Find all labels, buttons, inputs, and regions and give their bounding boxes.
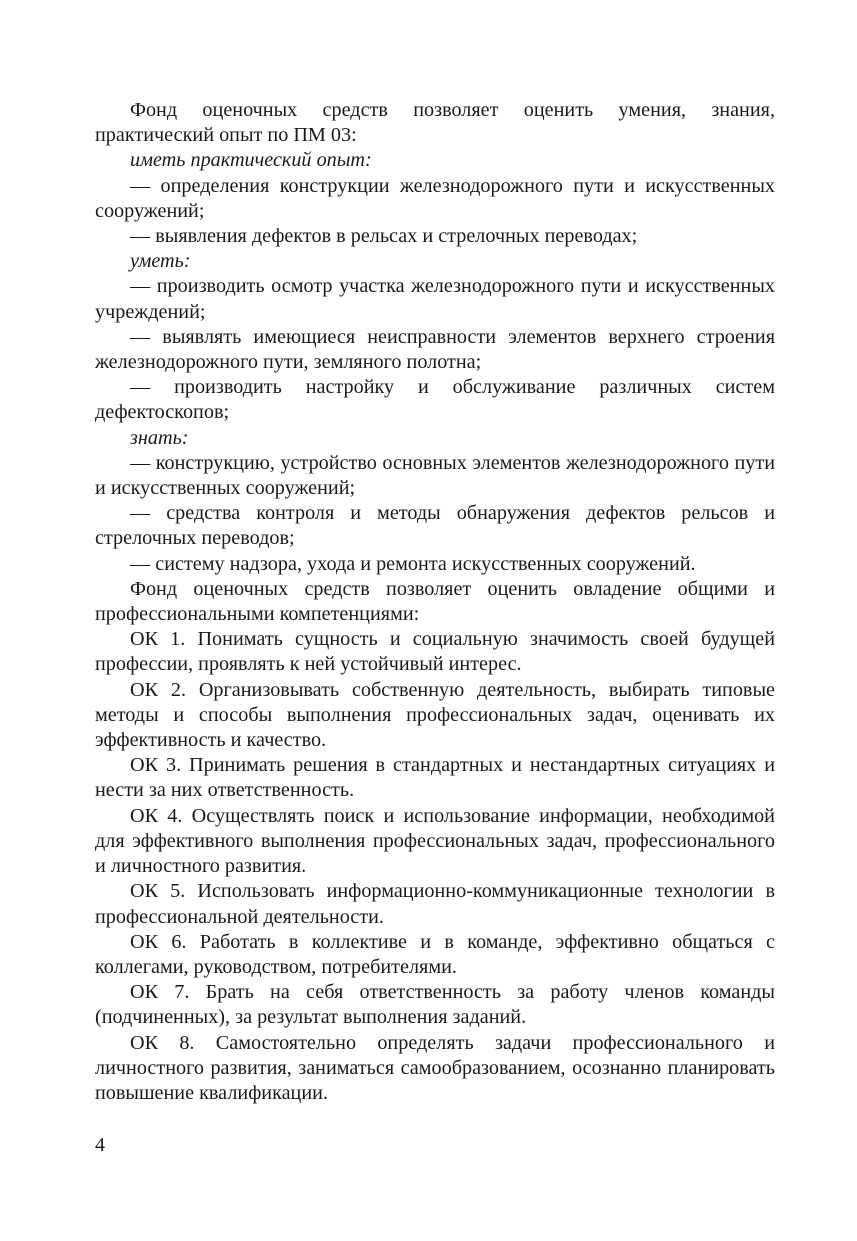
competency-ok2: ОК 2. Организовывать собственную деятельность, выбирать типовые методы и способы выполнения профессиональных задач, оценивать их эффективность и качество. — [95, 678, 775, 752]
competency-ok5: ОК 5. Использовать информационно-коммуникационные технологии в профессиональной деятельности. — [95, 880, 775, 928]
competency-ok3: ОК 3. Принимать решения в стандартных и нестандартных ситуациях и нести за них ответственность. — [95, 754, 775, 802]
list-item: — определения конструкции железнодорожного пути и искусственных сооружений; — [95, 174, 775, 222]
paragraph-intro-competencies: Фонд оценочных средств позволяет оценить овладение общими и профессиональными компетенциями: — [95, 577, 775, 626]
label-practical-experience: иметь практический опыт: — [130, 149, 372, 172]
list-item: — производить настройку и обслуживание различных систем дефектоскопов; — [95, 376, 775, 424]
list-item: — выявления дефектов в рельсах и стрелочных переводах; — [130, 225, 638, 248]
list-item: — выявлять имеющиеся неисправности элементов верхнего строения железнодорожного пути, земляного полотна; — [95, 325, 775, 374]
competency-ok1: ОК 1. Понимать сущность и социальную значимость своей будущей профессии, проявлять к ней устойчивый интерес. — [95, 628, 775, 676]
competency-ok7: ОК 7. Брать на себя ответственность за работу членов команды (подчиненных), за результат выполнения заданий. — [95, 981, 775, 1029]
list-item: — систему надзора, ухода и ремонта искусственных сооружений. — [130, 552, 696, 575]
competency-ok4: ОК 4. Осуществлять поиск и использование информации, необходимой для эффективного выполнения профессиональных задач, профессионального и личностного развития. — [95, 804, 775, 878]
list-item: — средства контроля и методы обнаружения дефектов рельсов и стрелочных переводов; — [95, 502, 775, 550]
page-number: 4 — [95, 1134, 105, 1156]
competency-ok6: ОК 6. Работать в коллективе и в команде, эффективно общаться с коллегами, руководством, потребителями. — [95, 930, 775, 978]
label-knowledge: знать: — [130, 426, 189, 449]
competency-ok8: ОК 8. Самостоятельно определять задачи профессионального и личностного развития, заниматься самообразованием, осознанно планировать повышение квалификации. — [95, 1031, 775, 1104]
paragraph-intro-skills: Фонд оценочных средств позволяет оценить умения, знания, практический опыт по ПМ 03: — [95, 99, 775, 147]
label-skills: уметь: — [130, 250, 191, 273]
list-item: — конструкцию, устройство основных элементов железнодорожного пути и искусственных сооружений; — [95, 451, 775, 500]
list-item: — производить осмотр участка железнодорожного пути и искусственных учреждений; — [95, 275, 775, 323]
document-body — [95, 98, 775, 1106]
